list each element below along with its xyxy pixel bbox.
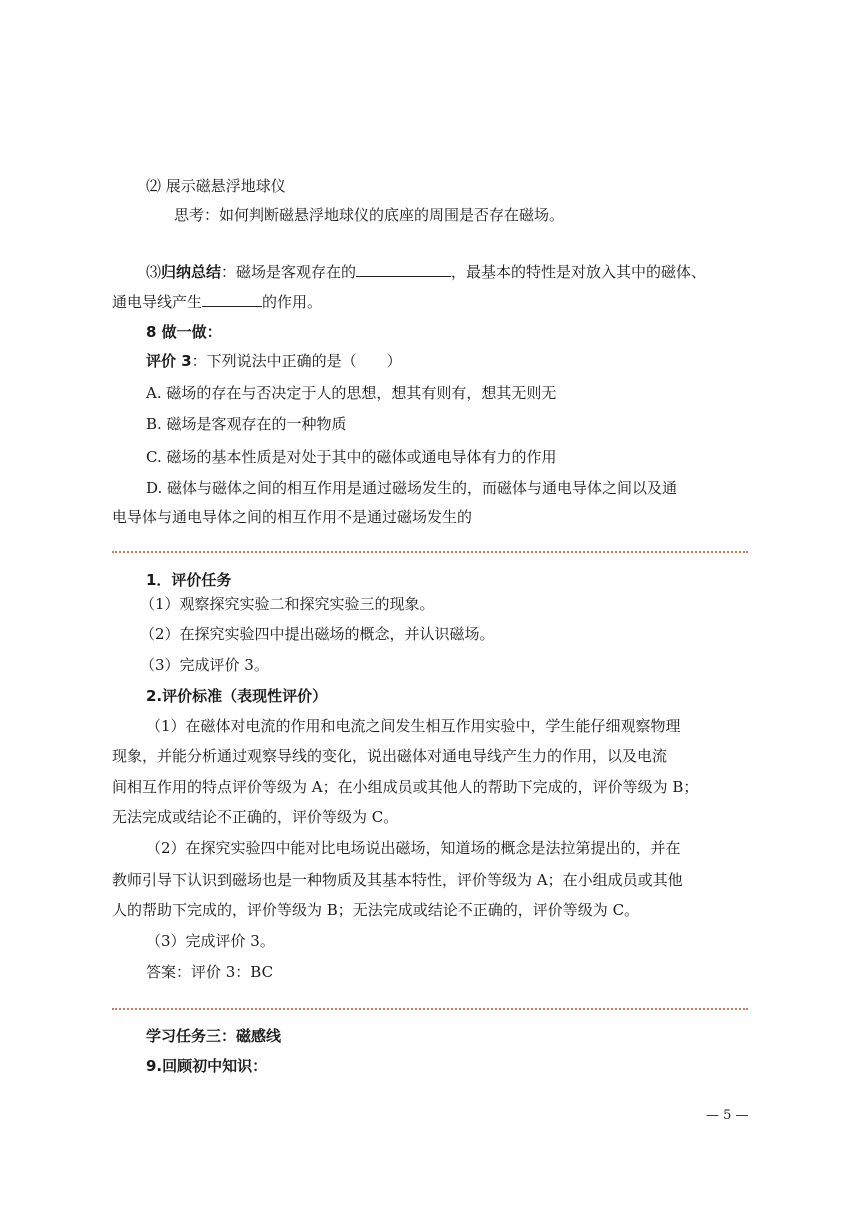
eval-standard-heading: 2.评价标准（表现性评价） [146,687,328,705]
option-d-line-2: 电导体与通电导体之间的相互作用不是通过磁场发生的 [112,508,473,526]
dotted-divider-1 [112,551,748,553]
eval-3-question [146,351,402,371]
item-3-summary [146,261,706,282]
item-3-bold-label: 归纳总结 [161,263,222,281]
item-2-title: ⑵ 展示磁悬浮地球仪 [146,177,286,195]
std-1-line-1: （1）在磁体对电流的作用和电流之间发生相互作用实验中，学生能仔细观察物理 [146,717,681,735]
item-3-text-b: ，最基本的特性是对放入其中的磁体、 [451,263,707,281]
option-a: A. 磁场的存在与否决定于人的思想，想其有则有，想其无则无 [146,384,557,402]
std-1-line-2: 现象，并能分析通过观察导线的变化，说出磁体对通电导线产生力的作用，以及电流 [112,747,668,765]
std-2-line-1: （2）在探究实验四中能对比电场说出磁场，知道场的概念是法拉第提出的，并在 [146,839,681,857]
task-3-heading: 学习任务三：磁感线 [146,1027,282,1045]
eval-task-1: （1）观察探究实验二和探究实验三的现象。 [140,595,435,613]
item-3-line2-a: 通电导线产生 [112,293,203,311]
eval-task-3: （3）完成评价 3。 [140,656,269,674]
std-1-line-4: 无法完成或结论不正确的，评价等级为 C。 [112,808,399,826]
item-3-line2-b: 的作用。 [262,293,323,311]
review-heading: 9.回顾初中知识： [146,1057,268,1075]
std-2-line-3: 人的帮助下完成的，评价等级为 B；无法完成或结论不正确的，评价等级为 C。 [112,901,640,919]
std-1-line-3: 间相互作用的特点评价等级为 A；在小组成员或其他人的帮助下完成的，评价等级为 B； [112,778,699,796]
dotted-divider-2 [112,1008,748,1010]
eval-3-text: ：下列说法中正确的是（ ） [191,352,402,370]
fill-blank-2[interactable] [202,291,262,307]
option-c: C. 磁场的基本性质是对处于其中的磁体或通电导体有力的作用 [146,448,557,466]
answer: 答案：评价 3：BC [146,963,274,981]
eval-3-label: 评价 3 [146,352,192,370]
item-2-think: 思考：如何判断磁悬浮地球仪的底座的周围是否存在磁场。 [174,206,565,224]
eval-task-heading: 1．评价任务 [146,571,232,589]
std-3: （3）完成评价 3。 [146,932,275,950]
practice-heading: 8 做一做： [146,323,222,341]
item-3-text-a: ：磁场是客观存在的 [221,263,357,281]
eval-task-2: （2）在探究实验四中提出磁场的概念，并认识磁场。 [140,625,495,643]
page-number: — 5 — [706,1108,749,1123]
std-2-line-2: 教师引导下认识到磁场也是一种物质及其基本特性，评价等级为 A；在小组成员或其他 [112,871,683,889]
item-3-number: ⑶ [146,263,162,281]
item-3-line-2 [112,291,322,312]
option-d-line-1: D. 磁体与磁体之间的相互作用是通过磁场发生的，而磁体与通电导体之间以及通 [146,479,678,497]
option-b: B. 磁场是客观存在的一种物质 [146,415,347,433]
fill-blank-1[interactable] [356,261,451,277]
